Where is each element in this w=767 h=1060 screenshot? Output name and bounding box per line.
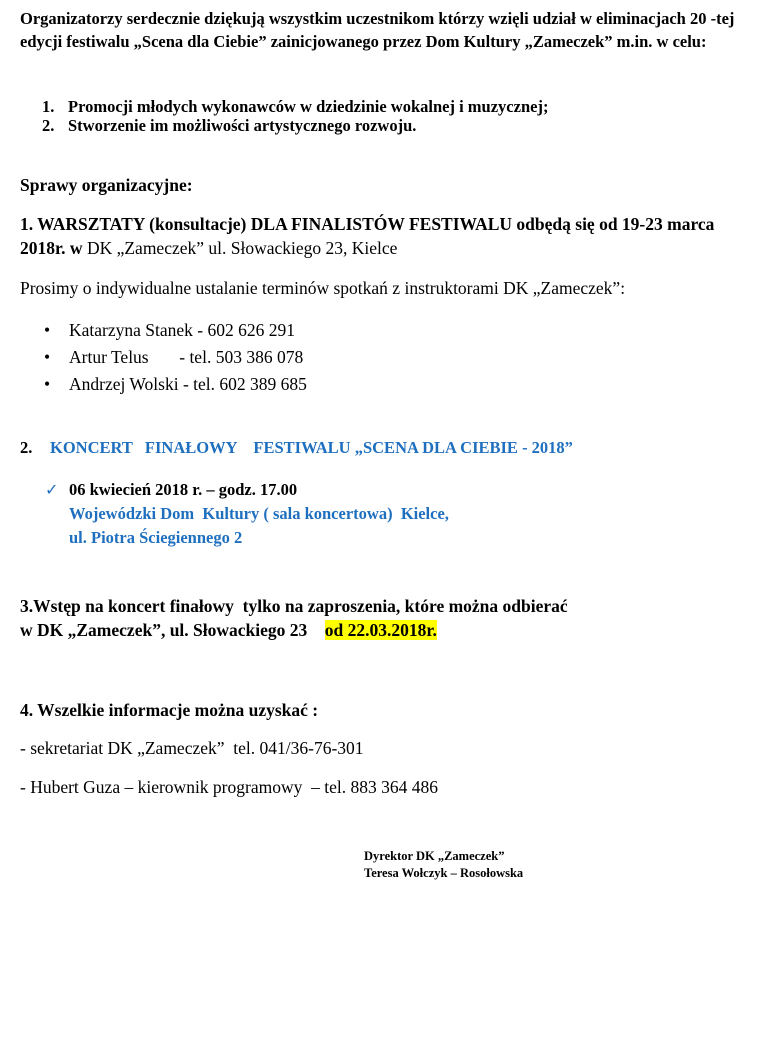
goals-list	[42, 97, 548, 135]
goal-text: Promocji młodych wykonawców w dziedzinie wokalnej i muzycznej;	[68, 97, 549, 116]
invitations-location: w DK „Zameczek”, ul. Słowackiego 23	[20, 620, 308, 640]
list-item	[42, 317, 307, 344]
workshops-paragraph	[20, 212, 760, 260]
workshops-location: DK „Zameczek” ul. Słowackiego 23, Kielce	[86, 238, 398, 258]
concert-details	[45, 478, 449, 550]
invitations-paragraph	[20, 594, 568, 642]
info-program-manager: - Hubert Guza – kierownik programowy – tel. 883 364 486	[20, 777, 438, 797]
instructor-text: Andrzej Wolski - tel. 602 389 685	[69, 374, 307, 394]
section-number: 2.	[20, 438, 33, 457]
check-icon: ✓	[45, 480, 59, 499]
info-secretariat: - sekretariat DK „Zameczek” tel. 041/36-76-301	[20, 738, 364, 758]
list-item	[42, 344, 307, 371]
workshops-title: 1. WARSZTATY (konsultacje) DLA FINALISTÓW FESTIWALU odbędą się od 19-23 marca 2018r. w	[20, 214, 715, 258]
concert-title: KONCERT FINAŁOWY FESTIWALU „SCENA DLA CIEBIE - 2018”	[50, 438, 573, 457]
intro-paragraph: Organizatorzy serdecznie dziękują wszystkim uczestnikom którzy wzięli udział w eliminacjach 20 -tej edycji festiwalu „Scena dla Ciebie” zainicjowanego przez Dom Kultury „Zameczek” m.in. w celu:	[20, 9, 735, 51]
list-number: 2.	[42, 116, 55, 135]
invitations-line: 3.Wstęp na koncert finałowy tylko na zaproszenia, które można odbierać	[20, 596, 568, 616]
list-number: 1.	[42, 97, 55, 116]
list-item	[42, 116, 548, 135]
signature-name: Teresa Wołczyk – Rosołowska	[364, 866, 524, 880]
signature-title: Dyrektor DK „Zameczek”	[364, 849, 505, 863]
bullet-icon: •	[44, 347, 51, 367]
concert-date: 06 kwiecień 2018 r. – godz. 17.00	[69, 480, 298, 499]
instructor-text: Artur Telus - tel. 503 386 078	[69, 347, 304, 367]
concert-venue: Wojewódzki Dom Kultury ( sala koncertowa) Kielce,	[69, 504, 449, 523]
instructor-text: Katarzyna Stanek - 602 626 291	[69, 320, 295, 340]
concert-heading	[20, 438, 573, 458]
bullet-icon: •	[44, 320, 51, 340]
bullet-icon: •	[44, 374, 51, 394]
section-heading: Sprawy organizacyjne:	[20, 175, 193, 195]
highlighted-date: od 22.03.2018r.	[324, 620, 437, 640]
instructors-intro: Prosimy o indywidualne ustalanie terminów spotkań z instruktorami DK „Zameczek”:	[20, 278, 626, 298]
instructors-list	[42, 317, 307, 398]
concert-date-row	[45, 478, 449, 502]
list-item	[42, 97, 548, 116]
invitations-location-row	[20, 618, 568, 642]
concert-address: ul. Piotra Ściegiennego 2	[69, 528, 243, 547]
signature-block	[364, 848, 523, 882]
info-heading: 4. Wszelkie informacje można uzyskać :	[20, 700, 319, 720]
list-item	[42, 371, 307, 398]
goal-text: Stworzenie im możliwości artystycznego rozwoju.	[68, 116, 417, 135]
